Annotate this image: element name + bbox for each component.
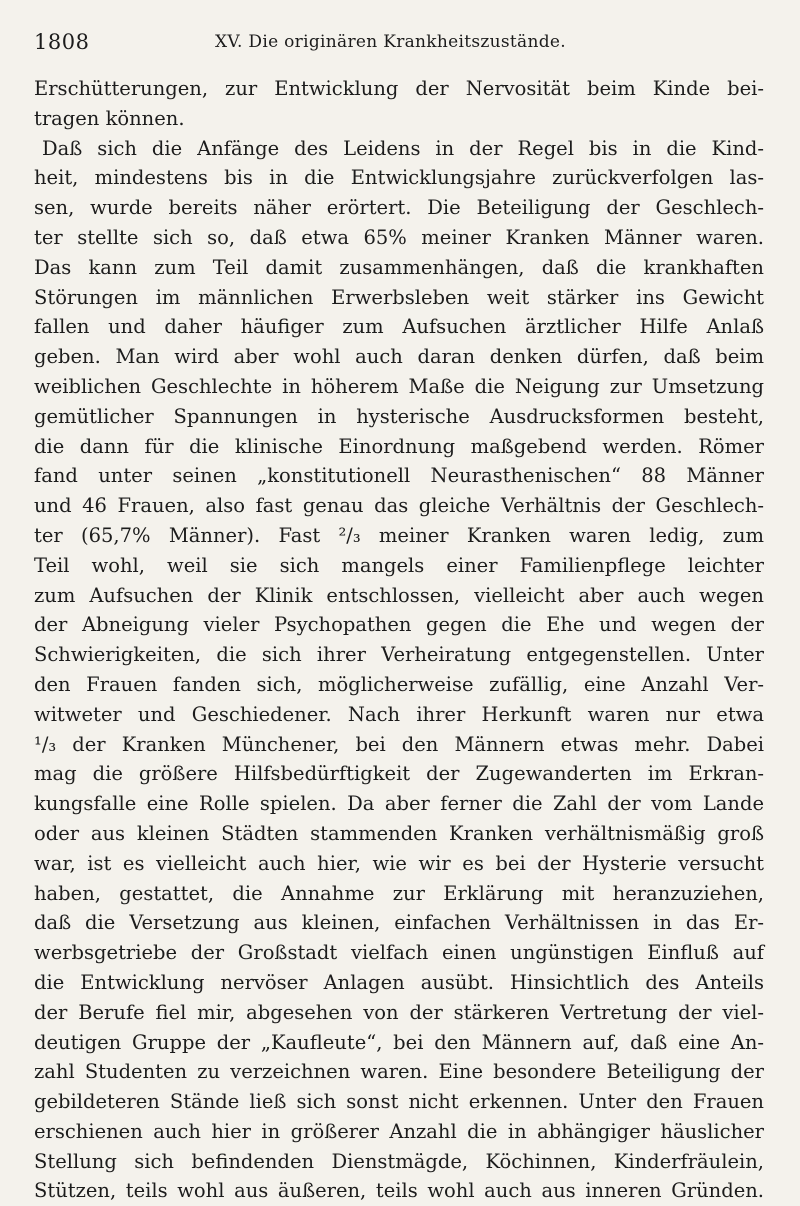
text-line: erschienen auch hier in größerer Anzahl die in abhängiger häuslicher <box>34 1119 764 1143</box>
text-line: gebildeteren Stände ließ sich sonst nicht erkennen. Unter den Frauen <box>34 1090 764 1114</box>
text-line: weiblichen Geschlechte in höherem Maße die Neigung zur Umsetzung <box>34 374 764 398</box>
text-line: gemütlicher Spannungen in hysterische Ausdrucksformen besteht, <box>34 404 764 428</box>
text-line: fand unter seinen „konstitutionell Neurasthenischen“ 88 Männer <box>34 464 764 488</box>
text-line: ¹/₃ der Kranken Münchener, bei den Männern etwas mehr. Dabei <box>34 732 764 756</box>
text-line: Das kann zum Teil damit zusammenhängen, daß die krankhaften <box>34 255 764 279</box>
text-line: geben. Man wird aber wohl auch daran denken dürfen, daß beim <box>34 345 764 369</box>
text-line: werbsgetriebe der Großstadt vielfach einen ungünstigen Einfluß auf <box>34 941 764 965</box>
text-line: zahl Studenten zu verzeichnen waren. Eine besondere Beteiligung der <box>34 1060 764 1084</box>
text-line: sen, wurde bereits näher erörtert. Die Beteiligung der Geschlech- <box>34 196 764 220</box>
running-title: XV. Die originären Krankheitszustände. <box>215 32 566 52</box>
text-line: Stellung sich befindenden Dienstmägde, Köchinnen, Kinderfräulein, <box>34 1149 764 1173</box>
text-line: ter stellte sich so, daß etwa 65% meiner Kranken Männer waren. <box>34 225 764 249</box>
text-line: Erschütterungen, zur Entwicklung der Nervosität beim Kinde bei- <box>34 77 764 100</box>
text-line: der Abneigung vieler Psychopathen gegen die Ehe und wegen der <box>34 613 764 637</box>
text-line: und 46 Frauen, also fast genau das gleiche Verhältnis der Geschlech- <box>34 494 764 518</box>
text-line: der Berufe fiel mir, abgesehen von der stärkeren Vertretung der viel- <box>34 1000 764 1024</box>
text-line: ter (65,7% Männer). Fast ²/₃ meiner Kranken waren ledig, zum <box>34 523 764 547</box>
body-text <box>34 74 764 1206</box>
text-line: kungsfalle eine Rolle spielen. Da aber ferner die Zahl der vom Lande <box>34 792 764 816</box>
text-line: tragen können. <box>34 106 185 130</box>
text-line: heit, mindestens bis in die Entwicklungsjahre zurückverfolgen las- <box>34 166 764 190</box>
text-line: zum Aufsuchen der Klinik entschlossen, vielleicht aber auch wegen <box>34 583 764 607</box>
text-line: Störungen im männlichen Erwerbsleben weit stärker ins Gewicht <box>34 285 764 309</box>
text-line: mag die größere Hilfsbedürftigkeit der Zugewanderten im Erkran- <box>34 762 764 786</box>
page-number: 1808 <box>34 30 90 54</box>
text-line: fallen und daher häufiger zum Aufsuchen ärztlicher Hilfe Anlaß <box>34 315 764 339</box>
text-line: Stützen, teils wohl aus äußeren, teils wohl auch aus inneren Gründen. <box>34 1179 764 1203</box>
text-line: Daß sich die Anfänge des Leidens in der Regel bis in die Kind- <box>42 136 764 160</box>
text-line: Schwierigkeiten, die sich ihrer Verheiratung entgegenstellen. Unter <box>34 643 764 667</box>
text-line: die Entwicklung nervöser Anlagen ausübt. Hinsichtlich des Anteils <box>34 970 764 994</box>
text-line: den Frauen fanden sich, möglicherweise zufällig, eine Anzahl Ver- <box>34 672 764 696</box>
text-line: Teil wohl, weil sie sich mangels einer Familienpflege leichter <box>34 553 764 577</box>
text-line: haben, gestattet, die Annahme zur Erklärung mit heranzuziehen, <box>34 881 764 905</box>
text-line: witweter und Geschiedener. Nach ihrer Herkunft waren nur etwa <box>34 702 764 726</box>
text-line: deutigen Gruppe der „Kaufleute“, bei den Männern auf, daß eine An- <box>34 1030 764 1054</box>
page-header <box>34 30 764 60</box>
text-line: die dann für die klinische Einordnung maßgebend werden. Römer <box>34 434 764 458</box>
text-line: daß die Versetzung aus kleinen, einfachen Verhältnissen in das Er- <box>34 911 764 935</box>
text-line: oder aus kleinen Städten stammenden Kranken verhältnismäßig groß <box>34 821 764 845</box>
text-line: war, ist es vielleicht auch hier, wie wir es bei der Hysterie versucht <box>34 851 764 875</box>
